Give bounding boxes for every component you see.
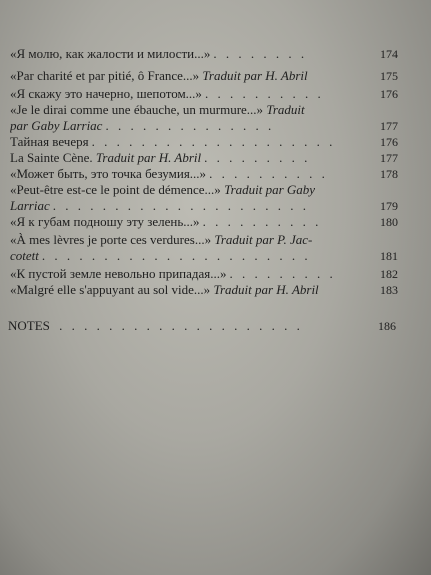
entry-leader-dots: . . . . . . . . (213, 46, 308, 61)
toc-entry (10, 150, 404, 166)
toc-entry (10, 232, 404, 248)
entry-page-number: 176 (380, 87, 398, 101)
entry-title: «Je le dirai comme une ébauche, un murmure...» (10, 102, 264, 117)
entry-leader-dots: . . . . . . . . . . (209, 166, 328, 181)
entry-title: Тайная вечеря (10, 134, 89, 149)
entry-translator: Traduit par H. Abril (210, 282, 319, 297)
toc-entry (10, 214, 404, 230)
entry-page-number: 181 (380, 249, 398, 263)
toc-entry (10, 248, 404, 264)
entry-translator: par Gaby Larriac (10, 118, 103, 133)
toc-entry (10, 134, 404, 150)
entry-page-number: 182 (380, 267, 398, 281)
notes-label: NOTES (8, 318, 50, 333)
toc-entry (10, 68, 404, 84)
entry-leader-dots: . . . . . . . . . . . . . . . . . . . . . . (41, 248, 311, 263)
entry-page-number: 180 (380, 215, 398, 229)
entry-translator: Traduit par Gaby (220, 182, 316, 197)
toc-entry (10, 86, 404, 102)
entry-page-number: 179 (380, 199, 398, 213)
notes-page-number: 186 (378, 319, 396, 333)
entry-title: «À mes lèvres je porte ces verdures...» (10, 232, 212, 247)
entry-leader-dots: . . . . . . . . . (204, 150, 311, 165)
toc-entry (10, 182, 404, 198)
toc-entry (10, 266, 404, 282)
toc-entry (10, 282, 404, 298)
entry-page-number: 183 (380, 283, 398, 297)
entry-leader-dots: . . . . . . . . . . (202, 214, 322, 229)
entry-title: «Может быть, это точка безумия...» (10, 166, 207, 181)
entry-page-number: 176 (380, 135, 398, 149)
entry-translator: Larriac (10, 198, 50, 213)
entry-leader-dots: . . . . . . . . . . . . . . (105, 118, 275, 133)
entry-translator: Traduit par H. Abril (199, 68, 308, 83)
entry-title: «Я молю, как жалости и милости...» (10, 46, 211, 61)
entry-leader-dots: . . . . . . . . . . (204, 86, 324, 101)
entry-title: «К пустой земле невольно припадая...» (10, 266, 227, 281)
entry-leader-dots: . . . . . . . . . (229, 266, 336, 281)
entry-translator: Traduit par H. Abril (92, 150, 202, 165)
entry-title: La Sainte Cène. (10, 150, 93, 165)
toc-entry (10, 46, 404, 62)
entry-title: «Peut-être est-ce le point de démence...» (10, 182, 221, 197)
toc-entry (10, 102, 404, 118)
entry-page-number: 177 (380, 151, 398, 165)
entry-translator: Traduit (263, 102, 305, 117)
toc-entry (10, 118, 404, 134)
notes-leader-dots: . . . . . . . . . . . . . . . . . . . . (59, 318, 303, 333)
entry-page-number: 175 (380, 69, 398, 83)
entry-translator: cotett (10, 248, 39, 263)
toc-entry (10, 198, 404, 214)
entry-title: «Я к губам подношу эту зелень...» (10, 214, 200, 229)
entry-title: «Malgré elle s'appuyant au sol vide...» (10, 282, 211, 297)
entry-title: «Я скажу это начерно, шепотом...» (10, 86, 202, 101)
toc-entry-notes (8, 318, 402, 334)
entry-page-number: 177 (380, 119, 398, 133)
entry-page-number: 178 (380, 167, 398, 181)
entry-page-number: 174 (380, 47, 398, 61)
entry-title: «Par charité et par pitié, ô France...» (10, 68, 200, 83)
entry-leader-dots: . . . . . . . . . . . . . . . . . . . . . (52, 198, 309, 213)
entry-translator: Traduit par P. Jac- (211, 232, 313, 247)
toc-entry (10, 166, 404, 182)
entry-leader-dots: . . . . . . . . . . . . . . . . . . . . (91, 134, 336, 149)
